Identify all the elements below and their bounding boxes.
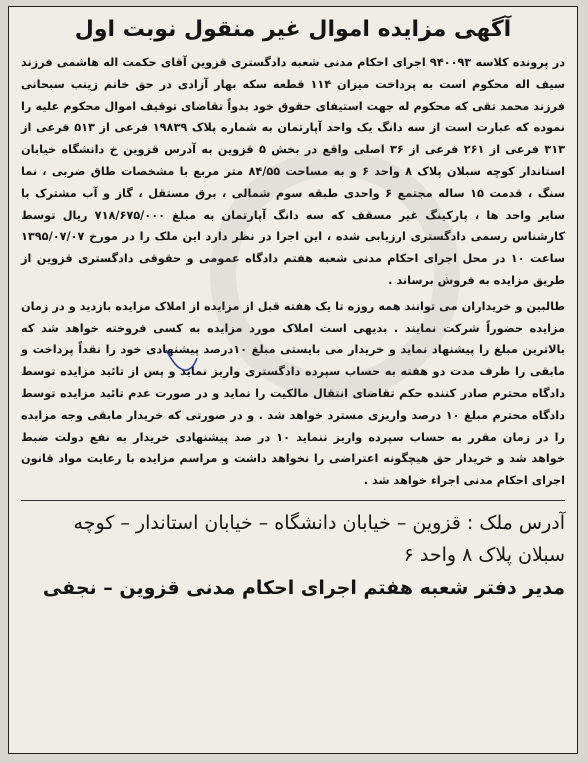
divider: [21, 500, 565, 501]
notice-box: [8, 6, 578, 754]
notice-title: آگهی مزایده اموال غیر منقول نوبت اول: [74, 17, 512, 42]
signature-line: مدیر دفتر شعبه هفتم اجرای احکام مدنی قزوین – نجفی: [42, 576, 565, 599]
property-address: آدرس ملک : قزوین – خیابان دانشگاه – خیابان استاندار – کوچه سبلان پلاک ۸ واحد ۶: [73, 511, 565, 566]
notice-paragraph-2: طالبین و خریداران می توانند همه روزه تا یک هفته قبل از مزایده از املاک مزایده بازدید و در زمان مزایده حضوراً شرکت نمایند . بدیهی است املاک مورد مزایده به کسی فروخته خواهد شد که بالاترین مبلغ را پیشنهاد نماید و خریدار می بایستی مبلغ ۱۰درصد پیشنهادی خود را نقداً پرداخت و مابقی را ظرف مدت دو هفته به حساب سپرده دادگستری واریز نماید و پس از تائید مزایده توسط دادگاه محترم صادر کننده حکم تقاضای انتقال مالکیت را نماید و در صورت عدم تائید مزایده توسط دادگاه محترم مبلغ ۱۰ درصد واریزی مسترد خواهد شد . و در صورتی که خریدار مابقی وجه مزایده را در زمان مقرر به حساب سپرده واریز ننماید ۱۰ در صد پیشنهادی خریدار به نفع دولت ضبط خواهد شد و خریدار حق هیچگونه اعتراضی را نخواهد داشت و مراسم مزایده با رعایت مواد قانون اجرای احکام مدنی اجراء خواهد شد .: [21, 299, 565, 488]
notice-paragraph-1: در پرونده کلاسه ۹۴۰۰۹۳ اجرای احکام مدنی شعبه دادگستری قزوین آقای حکمت اله هاشمی فرزند سیف اله محکوم است به پرداخت میزان ۱۱۴ قطعه سکه بهار آزادی در حق خانم زینب سبحانی فرزند محمد تقی که محکوم له جهت استیفای حقوق خود بدواً تقاضای توقیف اموال محکوم علیه را نموده که عبارت است از سه دانگ یک واحد آپارتمان به شماره پلاک ۱۹۸۳۹ فرعی از ۵۱۳ فرعی از ۳۱۳ فرعی از ۲۶۱ فرعی از ۳۶ اصلی واقع در بخش ۵ قزوین به آدرس قزوین خ دانشگاه خیابان استاندار کوچه سبلان پلاک ۸ واحد ۶ و به مساحت ۸۴/۵۵ متر مربع با مشخصات طاق ضربی ، نما سنگ ، قدمت ۱۵ ساله مجتمع ۶ واحدی طبقه سوم شمالی ، برق مستقل ، گاز و آب مشترک با سایر واحد ها ، پارکینگ غیر مسقف که سه دانگ آپارتمان به مبلغ ۷۱۸/۶۷۵/۰۰۰ ریال توسط کارشناس رسمی دادگستری ارزیابی شده ، این اجرا در نظر دارد این ملک را در مورخ ۱۳۹۵/۰۷/۰۷ ساعت ۱۰ در محل اجرای احکام مدنی شعبه هفتم دادگاه عمومی و حقوقی دادگستری قزوین از طریق مزایده به فروش برساند .: [21, 56, 566, 287]
